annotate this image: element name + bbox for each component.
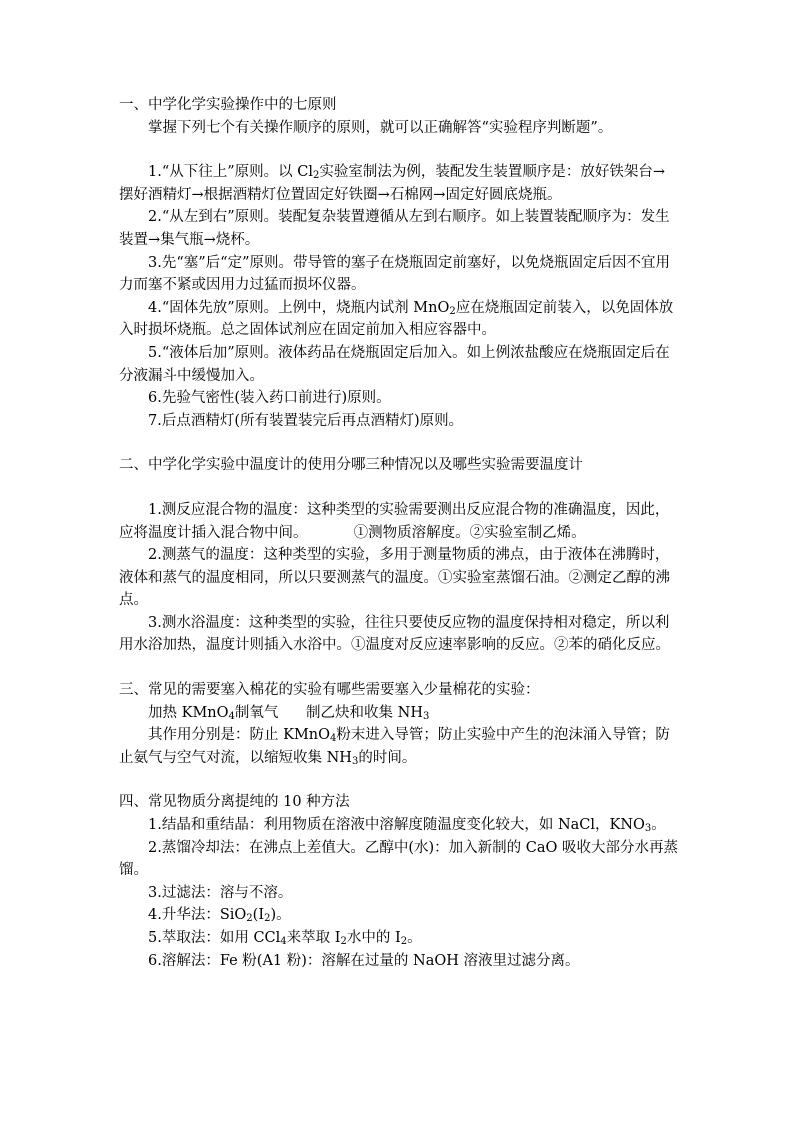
section-1-title: 一、中学化学实验操作中的七原则 bbox=[119, 97, 337, 113]
section-4-title: 四、常见物质分离提纯的 10 种方法 bbox=[119, 794, 350, 811]
method-6: 6.溶解法：Fe 粉(A1 粉)：溶解在过量的 NaOH 溶液里过滤分离。 bbox=[148, 952, 580, 969]
cotton-experiments: 加热 KMnO$_4$制氧气 制乙炔和收集 $NH_3$ bbox=[148, 704, 430, 722]
principle-1: 1.“从下往上”原则。以 $Cl_2$实验室制法为例，装配发生装置顺序是：放好铁架台→摆好酒精灯→根据酒精灯位置固定好铁圈→石棉网→固定好圆底烧瓶。 bbox=[119, 164, 666, 203]
document-body bbox=[119, 94, 679, 972]
section-1-intro: 掌握下列七个有关操作顺序的原则，就可以正确解答“实验程序判断题”。 bbox=[148, 119, 613, 136]
thermometer-case-1: 1.测反应混合物的温度：这种类型的实验需要测出反应混合物的准确温度，因此，应将温度计插入混合物中间。 ①测物质溶解度。②实验室制乙烯。 bbox=[119, 501, 670, 541]
spacer bbox=[119, 139, 679, 161]
principle-7: 7.后点酒精灯(所有装置装完后再点酒精灯)原则。 bbox=[148, 412, 464, 429]
principle-4: 4.“固体先放”原则。上例中，烧瓶内试剂 MnO$_2$应在烧瓶固定前装入，以免固体放入时损坏烧瓶。总之固体试剂应在固定前加入相应容器中。 bbox=[119, 299, 674, 339]
section-3-title: 三、常见的需要塞入棉花的实验有哪些需要塞入少量棉花的实验： bbox=[119, 682, 540, 699]
thermometer-case-3: 3.测水浴温度：这种类型的实验，往往只要使反应物的温度保持相对稳定，所以利用水浴加热，温度计则插入水浴中。①温度对反应速率影响的反应。②苯的硝化反应。 bbox=[119, 614, 670, 654]
cotton-purpose: 其作用分别是：防止 KMnO$_4$粉末进入导管；防止实验中产生的泡沫涌入导管；防止氨气与空气对流，以缩短收集 $NH_3$的时间。 bbox=[119, 727, 670, 767]
method-4: 4.升华法：$SiO_2(I_2)$。 bbox=[148, 907, 291, 925]
principle-2: 2.“从左到右”原则。装配复杂装置遵循从左到右顺序。如上装置装配顺序为：发生装置→集气瓶→烧杯。 bbox=[119, 209, 670, 248]
principle-6: 6.先验气密性(装入药口前进行)原则。 bbox=[148, 390, 391, 407]
section-2-title: 二、中学化学实验中温度计的使用分哪三种情况以及哪些实验需要温度计 bbox=[119, 457, 583, 474]
principle-3: 3.先“塞”后“定”原则。带导管的塞子在烧瓶固定前塞好，以免烧瓶固定后因不宜用力而塞不紧或因用力过猛而损坏仪器。 bbox=[119, 254, 670, 294]
method-1: 1.结晶和重结晶：利用物质在溶液中溶解度随温度变化较大，如 NaCl，$KNO_3$。 bbox=[148, 817, 666, 835]
method-5: 5.萃取法：如用 CCl$_4$来萃取 $I_2$水中的 $I_2$。 bbox=[148, 930, 422, 947]
spacer bbox=[119, 432, 679, 454]
method-3: 3.过滤法：溶与不溶。 bbox=[148, 884, 293, 901]
method-2: 2.蒸馏冷却法：在沸点上差值大。乙醇中(水)：加入新制的 CaO 吸收大部分水再蒸馏。 bbox=[119, 839, 678, 879]
spacer bbox=[119, 657, 679, 679]
thermometer-case-2: 2.测蒸气的温度：这种类型的实验，多用于测量物质的沸点，由于液体在沸腾时，液体和蒸气的温度相同，所以只要测蒸气的温度。①实验室蒸馏石油。②测定乙醇的沸点。 bbox=[119, 547, 670, 609]
principle-5: 5.“液体后加”原则。液体药品在烧瓶固定后加入。如上例浓盐酸应在烧瓶固定后在分液漏斗中缓慢加入。 bbox=[119, 344, 670, 384]
spacer bbox=[119, 477, 679, 499]
spacer bbox=[119, 769, 679, 791]
